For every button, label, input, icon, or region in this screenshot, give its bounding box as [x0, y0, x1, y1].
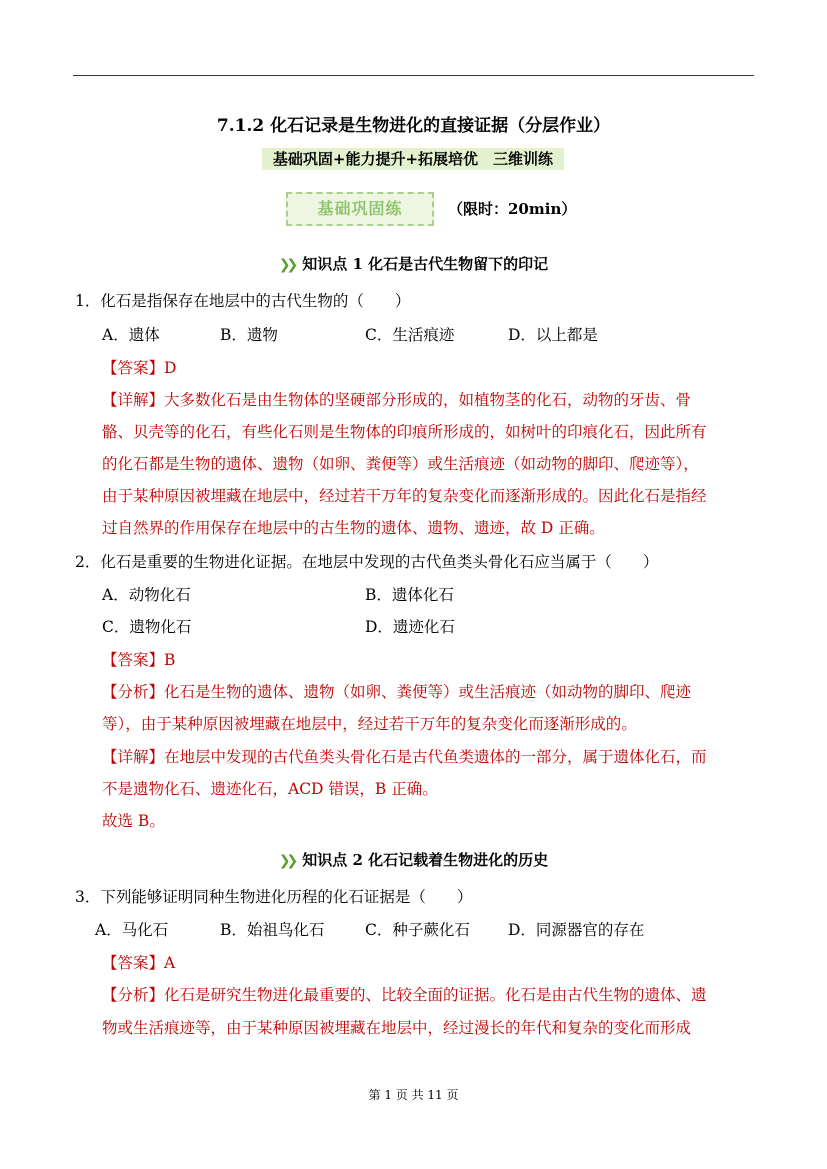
double-chevron-icon: ❯❯ [278, 257, 295, 273]
question-3-analysis-line: 【分析】化石是研究生物进化最重要的、比较全面的证据。化石是由古代生物的遗体、遗 [102, 986, 707, 1004]
question-1-option-d: D．以上都是 [508, 326, 598, 344]
question-1-stem: 1．化石是指保存在地层中的古代生物的（ ） [75, 292, 411, 310]
question-2-detail-line: 【详解】在地层中发现的古代鱼类头骨化石是古代鱼类遗体的一部分，属于遗体化石，而 [102, 748, 707, 766]
header-rule [73, 75, 754, 76]
question-2-analysis-line: 【分析】化石是生物的遗体、遗物（如卵、粪便等）或生活痕迹（如动物的脚印、爬迹 [102, 683, 692, 701]
question-3-answer: 【答案】A [102, 954, 176, 972]
question-2-detail-line: 故选 B。 [102, 812, 165, 830]
question-3-stem: 3．下列能够证明同种生物进化历程的化石证据是（ ） [75, 888, 473, 906]
question-2-option-c: C．遗物化石 [102, 618, 192, 636]
question-3-option-c: C．种子蕨化石 [365, 921, 470, 939]
question-1-option-c: C．生活痕迹 [365, 326, 455, 344]
knowledge-point-label: 知识点 1 化石是古代生物留下的印记 [302, 255, 549, 273]
question-1-detail-line: 【详解】大多数化石是由生物体的坚硬部分形成的，如植物茎的化石，动物的牙齿、骨 [102, 391, 692, 409]
question-3-option-d: D．同源器官的存在 [508, 921, 645, 939]
knowledge-point-2 [0, 849, 827, 870]
question-2-detail-line: 不是遗物化石、遗迹化石，ACD 错误，B 正确。 [102, 780, 438, 798]
question-3-option-b: B．始祖鸟化石 [220, 921, 325, 939]
question-2-analysis-line: 等），由于某种原因被埋藏在地层中，经过若干万年的复杂变化而逐渐形成的。 [102, 715, 637, 733]
double-chevron-icon: ❯❯ [278, 853, 295, 869]
question-1-detail-line: 由于某种原因被埋藏在地层中，经过若干万年的复杂变化而逐渐形成的。因此化石是指经 [102, 487, 707, 505]
question-1-detail-line: 骼、贝壳等的化石，有些化石则是生物体的印痕所形成的，如树叶的印痕化石，因此所有 [102, 423, 707, 441]
question-3-option-a: A．马化石 [95, 921, 169, 939]
question-2-stem: 2．化石是重要的生物进化证据。在地层中发现的古代鱼类头骨化石应当属于（ ） [75, 553, 659, 571]
section-badge: 基础巩固练 [286, 192, 434, 226]
time-limit: （限时：20min） [448, 200, 577, 218]
question-1-option-a: A．遗体 [102, 326, 160, 344]
question-2-option-b: B．遗体化石 [365, 586, 454, 604]
page-footer: 第 1 页 共 11 页 [368, 1088, 459, 1102]
question-3-analysis-line: 物或生活痕迹等，由于某种原因被埋藏在地层中，经过漫长的年代和复杂的变化而形成 [102, 1019, 692, 1037]
question-1-detail-line: 过自然界的作用保存在地层中的古生物的遗体、遗物、遗迹，故 D 正确。 [102, 519, 605, 537]
question-1-option-b: B．遗物 [220, 326, 278, 344]
knowledge-point-1 [0, 253, 827, 274]
page-title: 7.1.2 化石记录是生物进化的直接证据（分层作业） [216, 116, 611, 136]
knowledge-point-label: 知识点 2 化石记载着生物进化的历史 [302, 851, 549, 869]
question-2-option-a: A．动物化石 [102, 586, 191, 604]
question-2-answer: 【答案】B [102, 651, 176, 669]
question-1-detail-line: 的化石都是生物的遗体、遗物（如卵、粪便等）或生活痕迹（如动物的脚印、爬迹等）， [102, 455, 699, 473]
question-2-option-d: D．遗迹化石 [365, 618, 455, 636]
question-1-answer: 【答案】D [102, 359, 177, 377]
page-subtitle: 基础巩固+能力提升+拓展培优 三维训练 [262, 148, 564, 170]
